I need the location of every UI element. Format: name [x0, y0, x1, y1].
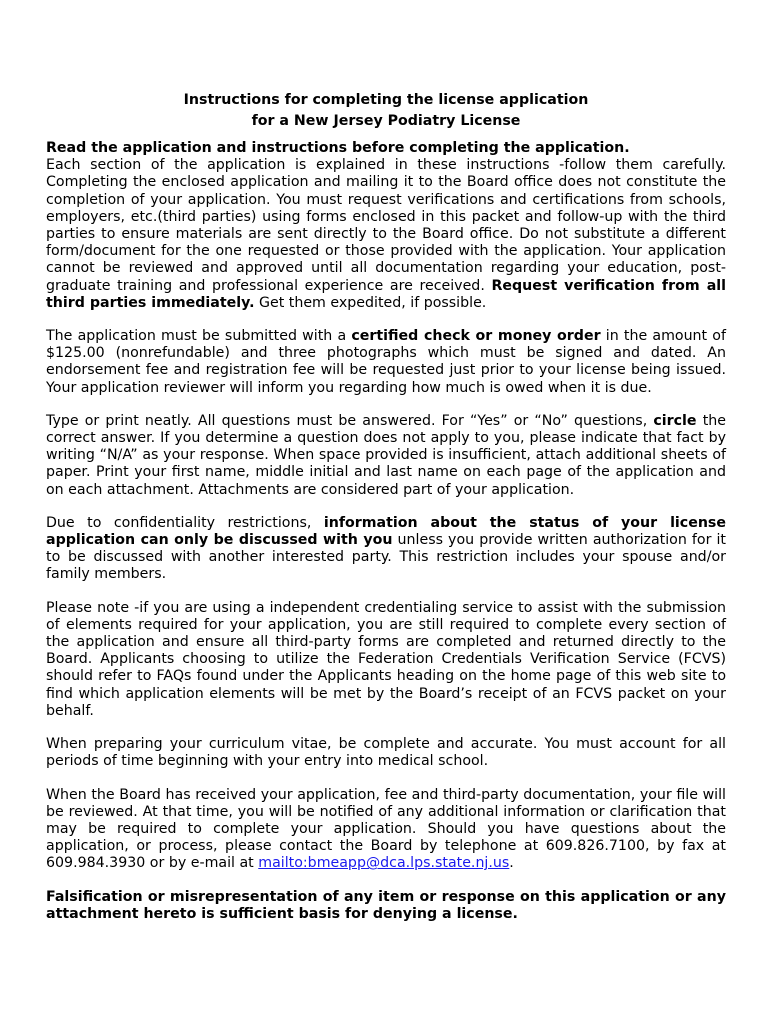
title-block: [46, 90, 726, 132]
paragraph-contact: [46, 787, 726, 873]
document-page: [46, 90, 726, 939]
paragraph-curriculum-vitae: When preparing your curriculum vitae, be complete and accurate. You must account for all periods of time beginning with your entry into medical school.: [46, 736, 726, 770]
paragraph-lead-heading: Read the application and instructions before completing the application.: [46, 140, 630, 156]
email-link[interactable]: mailto:bmeapp@dca.lps.state.nj.us: [258, 855, 510, 872]
page-title-line-2: for a New Jersey Podiatry License: [251, 113, 521, 129]
paragraph-payment: [46, 328, 726, 397]
paragraph-text: Due to confidentiality restrictions,: [46, 514, 324, 531]
paragraph-text: When the Board has received your application, fee and third-party documentation, your file will be reviewed. At that time, you will be notified of any additional information or clarification that may be required to complete your application. Should you have questions about the application, or process, please contact the Board by telephone at 609.826.7100, by fax at 609.984.3930 or by e-mail at: [46, 786, 726, 872]
paragraph-text: The application must be submitted with a: [46, 328, 352, 345]
page-title-line-1: Instructions for completing the license application: [183, 92, 589, 108]
paragraph-text: Type or print neatly. All questions must be answered. For “Yes” or “No” questions,: [46, 412, 654, 429]
paragraph-answering: [46, 413, 726, 499]
emphasis-text: Request verification from all third parties immediately.: [46, 277, 726, 311]
emphasis-text: certified check or money order: [351, 328, 601, 345]
paragraph-text: in the amount of $125.00 (nonrefundable) and three photographs which must be signed and dated. An endorsement fee and registration fee will be requested just prior to your license being issued. Your application reviewer will inform you regarding how much is owed when it is due.: [46, 328, 726, 396]
paragraph-text: Get them expedited, if possible.: [254, 294, 487, 311]
paragraph-read-instructions: [46, 140, 726, 312]
paragraph-falsification-warning: Falsification or misrepresentation of any item or response on this application or any attachment hereto is sufficient basis for denying a license.: [46, 888, 726, 922]
paragraph-text: unless you provide written authorization for it to be discussed with another interested party. This restriction includes your spouse and/or family members.: [46, 532, 726, 583]
paragraph-confidentiality: [46, 515, 726, 584]
paragraph-text: .: [509, 855, 514, 872]
emphasis-text: circle: [653, 412, 697, 429]
paragraph-text: the correct answer. If you determine a question does not apply to you, please indicate that fact by writing “N/A” as your response. When space provided is insufficient, attach additional sheets of paper. Print your first name, middle initial and last name on each page of the application and on each attachment. Attachments are considered part of your application.: [46, 412, 726, 498]
paragraph-text: Each section of the application is explained in these instructions -follow them carefully. Completing the enclosed application and mailing it to the Board office does not constitute the completion of your application. You must request verifications and certifications from schools, employers, etc.(third parties) using forms enclosed in this packet and follow-up with the third parties to ensure materials are sent directly to the Board office. Do not substitute a different form/document for the one requested or those provided with the application. Your application cannot be reviewed and approved until all documentation regarding your education, post-graduate training and professional experience are received.: [46, 157, 726, 294]
emphasis-text: information about the status of your license application can only be discussed with you: [46, 514, 726, 549]
paragraph-credentialing-service: Please note -if you are using a independent credentialing service to assist with the submission of elements required for your application, you are still required to complete every section of the application and ensure all third-party forms are completed and returned directly to the Board. Applicants choosing to utilize the Federation Credentials Verification Service (FCVS) should refer to FAQs found under the Applicants heading on the home page of this web site to find which application elements will be met by the Board’s receipt of an FCVS packet on your behalf.: [46, 599, 726, 719]
